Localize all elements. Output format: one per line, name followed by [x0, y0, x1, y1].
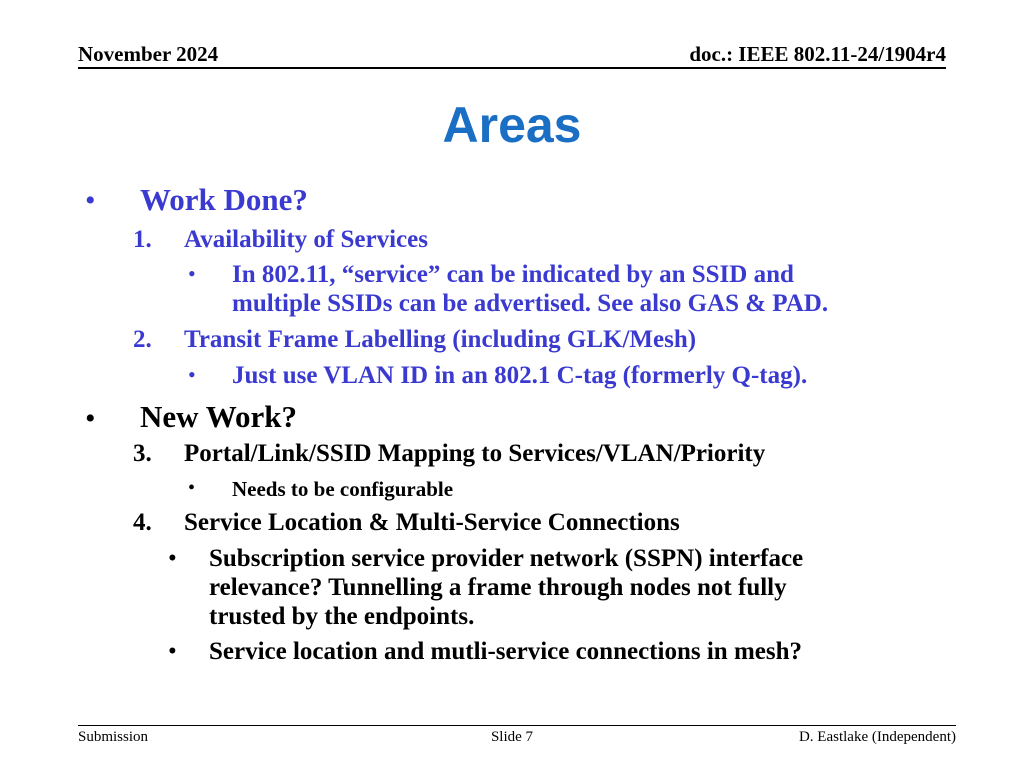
item-1-sub-line-1: In 802.11, “service” can be indicated by an SSID and: [232, 261, 794, 288]
footer-author: D. Eastlake (Independent): [798, 729, 956, 745]
footer-submission: Submission: [78, 729, 149, 745]
bullet-new-work-marker: •: [85, 402, 96, 435]
item-3-number: 3.: [133, 440, 152, 467]
item-3-sub-text: Needs to be configurable: [232, 477, 454, 501]
item-4-number: 4.: [133, 509, 152, 536]
item-1-sub-marker: •: [188, 261, 196, 286]
item-4-sub-1-line-3: trusted by the endpoints.: [209, 603, 475, 630]
item-3-sub-marker: •: [188, 477, 196, 499]
item-1-text: Availability of Services: [184, 226, 428, 253]
header-rule: [78, 67, 946, 69]
item-4-sub-1-line-2: relevance? Tunnelling a frame through nodes not fully: [209, 574, 787, 601]
item-4-sub-2-marker: •: [168, 638, 177, 665]
item-2-text: Transit Frame Labelling (including GLK/Mesh): [184, 326, 697, 353]
slide-title: Areas: [442, 97, 582, 153]
item-2-sub-text: Just use VLAN ID in an 802.1 C-tag (formerly Q-tag).: [232, 362, 808, 389]
bullet-work-done: Work Done?: [140, 182, 308, 217]
item-4-sub-2-text: Service location and mutli-service connections in mesh?: [209, 638, 802, 665]
bullet-new-work: New Work?: [140, 399, 298, 434]
header-doc-id: doc.: IEEE 802.11-24/1904r4: [689, 42, 946, 66]
footer-rule: [78, 725, 956, 726]
item-1-number: 1.: [133, 226, 152, 253]
item-4-sub-1-marker: •: [168, 545, 177, 572]
header-date: November 2024: [78, 42, 219, 66]
item-4-text: Service Location & Multi-Service Connections: [184, 509, 680, 536]
footer-slide-number: Slide 7: [490, 729, 534, 745]
item-2-sub-marker: •: [188, 362, 196, 387]
item-4-sub-1-line-1: Subscription service provider network (SSPN) interface: [209, 545, 804, 572]
bullet-work-done-marker: •: [85, 184, 96, 217]
item-1-sub-line-2: multiple SSIDs can be advertised. See also GAS & PAD.: [232, 290, 829, 317]
item-3-text: Portal/Link/SSID Mapping to Services/VLAN/Priority: [184, 440, 766, 467]
item-2-number: 2.: [133, 326, 152, 353]
